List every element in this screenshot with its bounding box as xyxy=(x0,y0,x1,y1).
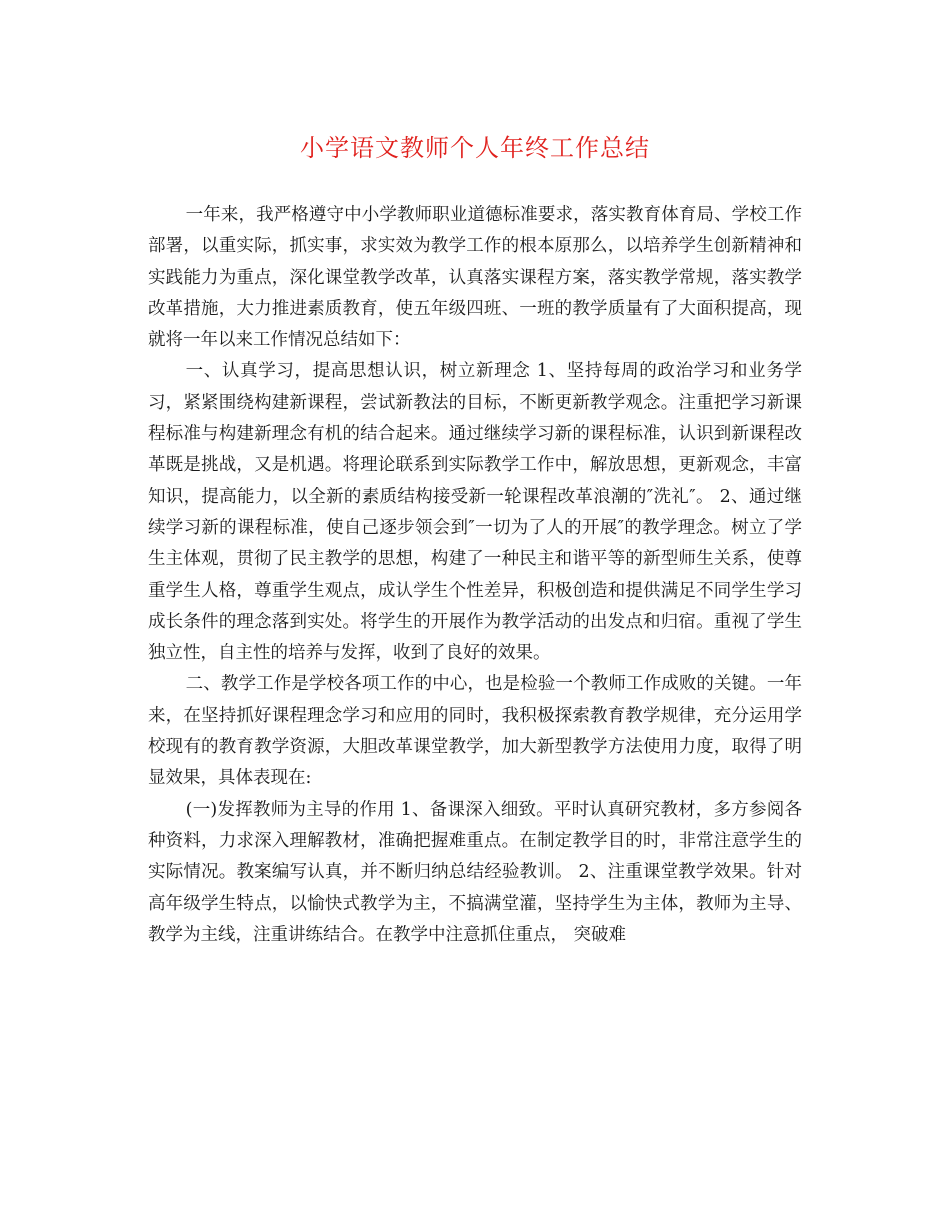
paragraph-section-1: 一、认真学习，提高思想认识，树立新理念 1、坚持每周的政治学习和业务学习，紧紧围绕构建新课程，尝试新教法的目标，不断更新教学观念。注重把学习新课程标准与构建新理念有机的结合起来。通过继续学习新的课程标准，认识到新课程改革既是挑战，又是机遇。将理论联系到实际教学工作中，解放思想，更新观念，丰富知识，提高能力，以全新的素质结构接受新一轮课程改革浪潮的″洗礼″。 2、通过继续学习新的课程标准，使自己逐步领会到″一切为了人的开展″的教学理念。树立了学生主体观，贯彻了民主教学的思想，构建了一种民主和谐平等的新型师生关系，使尊重学生人格，尊重学生观点，成认学生个性差异，积极创造和提供满足不同学生学习成长条件的理念落到实处。将学生的开展作为教学活动的出发点和归宿。重视了学生独立性，自主性的培养与发挥，收到了良好的效果。 xyxy=(148,361,802,664)
paragraph-subsection-1: (一)发挥教师为主导的作用 1、备课深入细致。平时认真研究教材，多方参阅各种资料，力求深入理解教材，准确把握难重点。在制定教学目的时，非常注意学生的实际情况。教案编写认真，并不断归纳总结经验教训。 2、注重课堂教学效果。针对高年级学生特点，以愉快式教学为主，不搞满堂灌，坚持学生为主体，教师为主导、教学为主线，注重讲练结合。在教学中注意抓住重点， 突破难 xyxy=(148,799,802,945)
document-body xyxy=(148,200,802,951)
paragraph-intro: 一年来，我严格遵守中小学教师职业道德标准要求，落实教育体育局、学校工作部署，以重实际，抓实事，求实效为教学工作的根本原那么，以培养学生创新精神和实践能力为重点，深化课堂教学改革，认真落实课程方案，落实教学常规，落实教学改革措施，大力推进素质教育，使五年级四班、一班的教学质量有了大面积提高，现就将一年以来工作情况总结如下： xyxy=(148,205,802,351)
document-title: 小学语文教师个人年终工作总结 xyxy=(300,134,650,162)
paragraph-section-2: 二、教学工作是学校各项工作的中心，也是检验一个教师工作成败的关键。一年来，在坚持抓好课程理念学习和应用的同时，我积极探索教育教学规律，充分运用学校现有的教育教学资源，大胆改革课堂教学，加大新型教学方法使用力度，取得了明显效果，具体表现在: xyxy=(148,674,802,789)
